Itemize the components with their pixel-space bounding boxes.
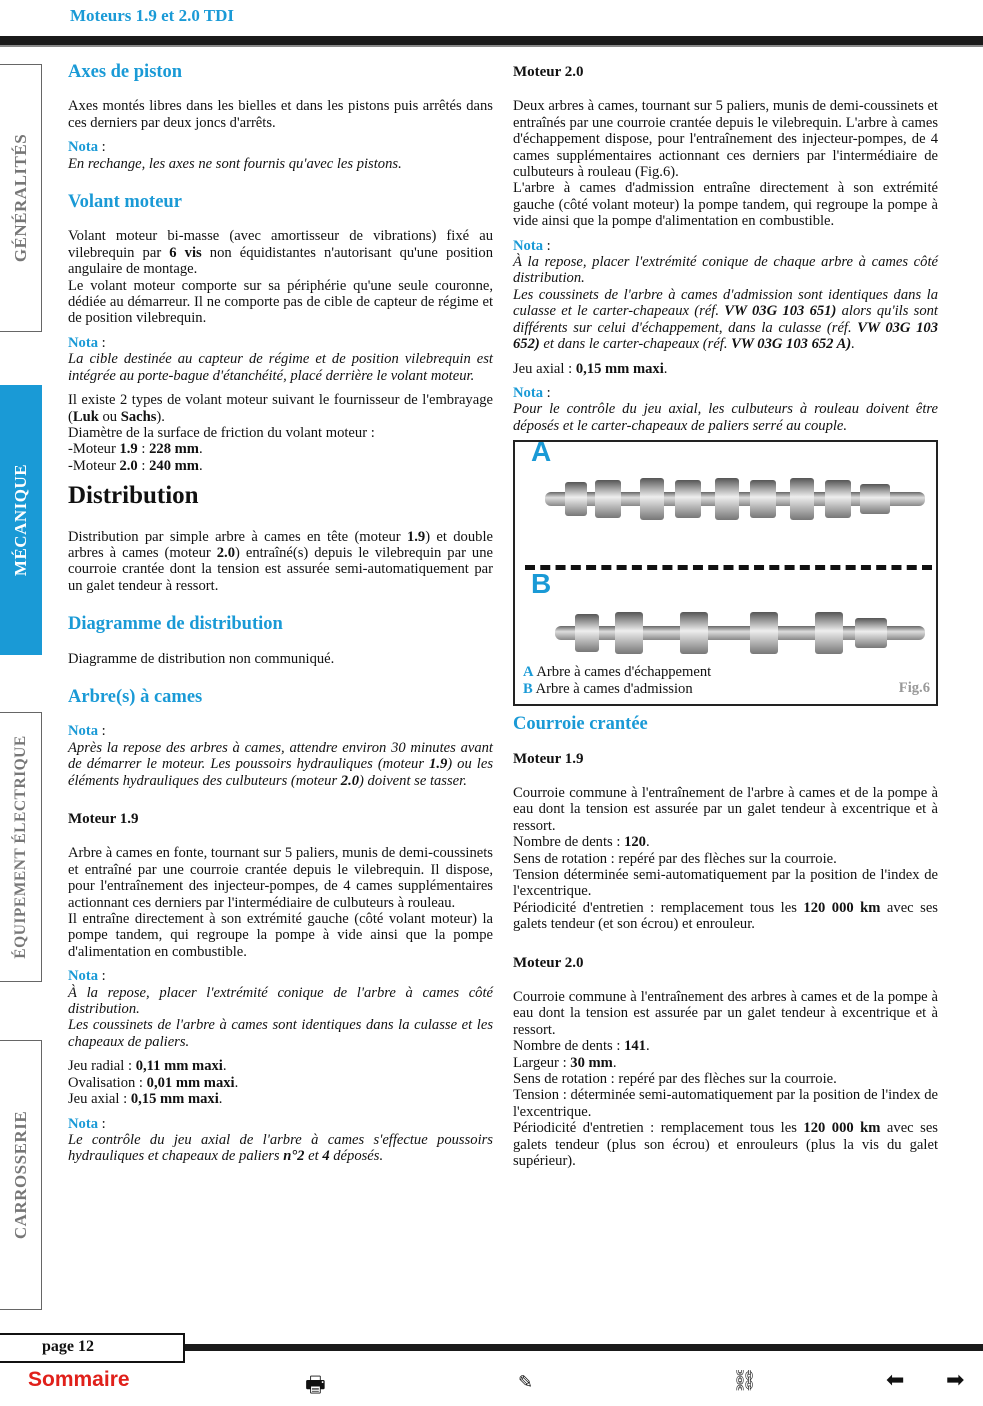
paragraph: Deux arbres à cames, tournant sur 5 paliers, munis de demi-coussinets et entraînés par une courroie crantée depuis le vilebrequin. L'arbre à cames d'échappement dispose, pour l'entraînement des injecteur-pompes, de 4 cames supplémentaires actionnant ces derniers par l'intermédiaire de culbuteurs à rouleau (Fig.6). (513, 98, 938, 181)
cam-lobe (750, 612, 778, 654)
paragraph: Courroie commune à l'entraînement de l'arbre à cames et de la pompe à eau dont la tension est assurée par un galet tendeur à excentrique et à ressort. (513, 784, 938, 834)
section-title-axes: Axes de piston (68, 62, 183, 82)
cam-lobe (855, 618, 887, 648)
cam-lobe (640, 478, 664, 520)
figure-caption-b: B Arbre à cames d'admission (523, 681, 693, 698)
cam-lobe (615, 612, 643, 654)
nota-label: Nota (513, 384, 543, 401)
cam-lobe (575, 614, 599, 652)
left-column: Axes de piston Axes montés libres dans les bielles et dans les pistons puis arrêtés dans ces derniers par deux joncs d'arrêts. Nota : En rechange, les axes ne sont fournis qu'avec les pistons. Volant moteur Volant moteur bi-masse (avec amortisseur de vibrations) fixé au vilebrequin par 6 vis non équidistantes n'autorisant qu'une position angulaire de montage. Le volant moteur comporte sur sa périphérie qu'une seule couronne, dédiée au démarreur. Il ne comporte pas de cible de capteur de régime et de position vilebrequin. Nota : La cible destinée au capteur de régime et de position vilebrequin est intégrée au porte-bague d'étanchéité, placé derrière le volant moteur. Il existe 2 types de volant moteur suivant le fournisseur de l'embrayage (Luk ou Sachs). Diamètre de la surface de friction du volant moteur : -Moteur 1.9 : 228 mm. -Moteur 2.0 : 240 mm. Distribution Distribution par simple arbre à cames en tête (moteur 1.9) et double arbres à cames (moteur 2.0) entraîné(s) depuis le vilebrequin par une courroie crantée dont la tension est assurée semi-automatiquement par un galet tendeur à ressort. Diagramme de distribution Diagramme de distribution non communiqué. Arbre(s) à cames Nota : Après la repose des arbres à cames, attendre environ 30 minutes avant de démarrer le moteur. Les poussoirs hydrauliques (moteur 1.9) ou les éléments hydrauliques des culbuteurs (moteur 2.0) doivent se tasser. Moteur 1.9 Arbre à cames en fonte, tournant sur 5 paliers, munis de demi-coussinets et entraîné par une courroie crantée depuis le vilebrequin. Il dispose, pour l'entraînement des injecteur-pompes, de 4 cames supplémentaires actionnant ces derniers par l'intermédiaire de culbuteurs à rouleau. Il entraîne directement à son extrémité gauche (côté volant moteur) la pompe tandem, qui regroupe la pompe à vide ainsi que la pompe d'alimentation en combustible. Nota : À la repose, placer l'extrémité conique de l'arbre à cames côté distribution. Les coussinets de l'arbre à cames sont identiques dans la culasse et les chapeaux de paliers. Jeu radial : 0,11 mm maxi. Ovalisation : 0,01 mm maxi. Jeu axial : 0,15 mm maxi. Nota : Le contrôle du jeu axial de l'arbre à cames s'effectue poussoirs hydrauliques et chapeaux de paliers n°2 et 4 déposés. (68, 62, 493, 1165)
nota-label: Nota (68, 968, 98, 985)
paragraph: Le volant moteur comporte sur sa périphérie qu'une seule couronne, dédiée au démarreur. Il ne comporte pas de cible de capteur de régime et de position vilebrequin. (68, 277, 493, 327)
nota-label: Nota (68, 139, 98, 156)
cam-lobe (860, 484, 890, 514)
printer-icon[interactable]: 🖶 (305, 1373, 326, 1398)
nota-text: À la repose, placer l'extrémité conique de l'arbre à cames côté distribution. (68, 984, 493, 1018)
cam-lobe (790, 478, 814, 520)
sommaire-link[interactable]: Sommaire (28, 1368, 130, 1391)
tab-mecanique[interactable]: MÉCANIQUE (0, 385, 42, 655)
cam-lobe (715, 478, 739, 520)
nota-label: Nota (68, 723, 98, 740)
paragraph: Diamètre de la surface de friction du volant moteur : (68, 424, 375, 441)
running-header: Moteurs 1.9 et 2.0 TDI (70, 6, 234, 25)
paragraph: L'arbre à cames d'admission entraîne directement à son extrémité gauche (côté volant moteur) la pompe tandem, qui regroupe la pompe à vide ainsi que la pompe d'alimentation en combustible. (513, 180, 938, 230)
right-column: Moteur 2.0 Deux arbres à cames, tournant sur 5 paliers, munis de demi-coussinets et entraînés par une courroie crantée depuis le vilebrequin. L'arbre à cames d'échappement dispose, pour l'entraînement des injecteur-pompes, de 4 cames supplémentaires actionnant ces derniers par l'intermédiaire de culbuteurs à rouleau (Fig.6). L'arbre à cames d'admission entraîne directement à son extrémité gauche (côté volant moteur) la pompe tandem, qui regroupe la pompe à vide ainsi que la pompe d'alimentation en combustible. Nota : À la repose, placer l'extrémité conique de chaque arbre à cames côté distribution. Les coussinets de l'arbre à cames d'admission sont identiques dans la culasse et le carter-chapeaux (réf. VW 03G 103 651) alors qu'ils sont différents sur celui d'échappement, dans la culasse (réf. VW 03G 103 652) et dans le carter-chapeaux (réf. VW 03G 103 652 A). Jeu axial : 0,15 mm maxi. Nota : Pour le contrôle du jeu axial, les culbuteurs à rouleau doivent être déposés et le carter-chapeaux de paliers serré au couple. A B A Arbre à cames d'échappement B Arbre à cames d'admission Fig.6 Courroie crantée Moteur 1.9 Courroie commune à l'entraînement de l'arbre à cames et de la pompe à eau dont la tension est assurée par un galet tendeur à excentrique et à ressort. Nombre de dents : 120. Sens de rotation : repéré par des flèches sur la courroie. Tension déterminée semi-automatiquement par la position de l'index de l'excentrique. Périodicité d'entretien : remplacement tous les 120 000 km avec ses galets tendeur (et son écrou) et enrouleur. Moteur 2.0 Courroie commune à l'entraînement des arbres à cames et de la pompe à eau dont la tension est assurée par un galet tendeur à excentrique et à ressort. Nombre de dents : 141. Largeur : 30 mm. Sens de rotation : repéré par des flèches sur la courroie. Tension : déterminée semi-automatiquement par la position de l'index de l'excentrique. Périodicité d'entretien : remplacement tous les 120 000 km avec ses galets tendeur (plus son écrou) et enrouleurs (plus la vis du galet supérieur). (513, 64, 938, 1170)
figure-caption-a: A Arbre à cames d'échappement (523, 664, 712, 681)
cam-lobe (750, 480, 776, 518)
nota-text: En rechange, les axes ne sont fournis qu'avec les pistons. (68, 155, 402, 172)
subsection-title-courroie-19: Moteur 1.9 (513, 750, 584, 767)
tab-equipement-electrique[interactable]: ÉQUIPEMENT ÉLECTRIQUE (0, 712, 42, 982)
paragraph: Tension déterminée semi-automatiquement par la position de l'index de l'excentrique. (513, 866, 938, 900)
nota-label: Nota (68, 1115, 98, 1132)
spec-line: Ovalisation : 0,01 mm maxi. (68, 1074, 239, 1091)
nota-label: Nota (513, 237, 543, 254)
section-title-diagramme: Diagramme de distribution (68, 614, 283, 635)
edit-icon[interactable]: ✎ (518, 1372, 534, 1393)
spec-line: Nombre de dents : 120. (513, 834, 650, 851)
chapter-title-distribution: Distribution (68, 482, 199, 510)
page-number-box (0, 1333, 185, 1363)
section-title-courroie: Courroie crantée (513, 714, 648, 735)
nota-text: À la repose, placer l'extrémité conique de chaque arbre à cames côté distribution. (513, 254, 938, 287)
subsection-title-moteur-19: Moteur 1.9 (68, 811, 139, 827)
spec-line: Jeu axial : 0,15 mm maxi. (68, 1091, 223, 1108)
paragraph: Courroie commune à l'entraînement des arbres à cames et de la pompe à eau dont la tension est assurée par un galet tendeur à excentrique et à ressort. (513, 989, 938, 1038)
spec-line: Jeu radial : 0,11 mm maxi. (68, 1058, 227, 1075)
nota-text: Après la repose des arbres à cames, attendre environ 30 minutes avant de démarrer le moteur. Les poussoirs hydrauliques (moteur 1.9) ou les éléments hydrauliques des culbuteurs (moteur 2.0) doivent se tasser. (68, 739, 493, 789)
figure-letter-a: A (531, 436, 552, 468)
nota-text: Les coussinets de l'arbre à cames d'admission sont identiques dans la culasse et le carter-chapeaux (réf. VW 03G 103 651) alors qu'ils sont différents sur celui d'échappement, dans la culasse (réf. VW 03G 103 652) et dans le carter-chapeaux (réf. VW 03G 103 652 A). (513, 286, 938, 353)
nota-label: Nota (68, 334, 98, 351)
spec-line: -Moteur 1.9 : 228 mm. (68, 441, 203, 458)
paragraph: Volant moteur bi-masse (avec amortisseur de vibrations) fixé au vilebrequin par 6 vis non équidistantes n'autorisant qu'une position angulaire de montage. (68, 228, 493, 278)
nota-text: Pour le contrôle du jeu axial, les culbuteurs à rouleau doivent être déposés et le carter-chapeaux de paliers serré au couple. (513, 401, 938, 434)
page-number: page 12 (42, 1338, 94, 1355)
nota-text: Le contrôle du jeu axial de l'arbre à cames s'effectue poussoirs hydrauliques et chapeaux de paliers n°2 et 4 déposés. (68, 1131, 493, 1165)
section-title-volant: Volant moteur (68, 192, 182, 213)
spec-line: -Moteur 2.0 : 240 mm. (68, 457, 203, 474)
paragraph: Il entraîne directement à son extrémité gauche (côté volant moteur) la pompe tandem, qui regroupe la pompe à vide ainsi que la pompe d'alimentation en combustible. (68, 911, 493, 960)
nota-text: La cible destinée au capteur de régime et de position vilebrequin est intégrée au porte-bague d'étanchéité, placé derrière le volant moteur. (68, 351, 493, 384)
paragraph: Sens de rotation : repéré par des flèches sur la courroie. (513, 1071, 837, 1088)
paragraph: Périodicité d'entretien : remplacement tous les 120 000 km avec ses galets tendeur (plus son écrou) et enrouleurs (plus la vis du galet supérieur). (513, 1120, 938, 1170)
nota-text: Les coussinets de l'arbre à cames sont identiques dans la culasse et les chapeaux de paliers. (68, 1017, 493, 1050)
figure-separator (525, 565, 932, 570)
cam-lobe (595, 480, 621, 518)
paragraph: Périodicité d'entretien : remplacement tous les 120 000 km avec ses galets tendeur (et son écrou) et enrouleur. (513, 899, 938, 933)
binoculars-icon[interactable]: ⛓ (732, 1368, 758, 1392)
arrow-right-icon[interactable]: ➡ (946, 1368, 965, 1393)
paragraph: Il existe 2 types de volant moteur suivant le fournisseur de l'embrayage (Luk ou Sachs). (68, 392, 493, 425)
cam-lobe (675, 480, 701, 518)
section-title-arbres: Arbre(s) à cames (68, 686, 203, 707)
spec-line: Largeur : 30 mm. (513, 1054, 617, 1071)
tab-carrosserie[interactable]: CARROSSERIE (0, 1040, 42, 1310)
cam-lobe (825, 480, 851, 518)
cam-lobe (680, 612, 708, 654)
top-rule-thin (0, 45, 983, 47)
cam-lobe (565, 482, 587, 516)
top-rule (0, 36, 983, 45)
paragraph: Arbre à cames en fonte, tournant sur 5 paliers, munis de demi-coussinets et entraîné par une courroie crantée depuis le vilebrequin. Il dispose, pour l'entraînement des injecteur-pompes, de 4 cames supplémentaires actionnant ces derniers par l'intermédiaire de culbuteurs à rouleau. (68, 845, 493, 911)
subsection-title-courroie-20: Moteur 2.0 (513, 954, 584, 971)
paragraph: Distribution par simple arbre à cames en tête (moteur 1.9) et double arbres à cames (moteur 2.0) entraîné(s) depuis le vilebrequin par une courroie crantée dont la tension est assurée semi-automatiquement par un galet tendeur à ressort. (68, 528, 493, 594)
spec-line: Nombre de dents : 141. (513, 1038, 650, 1055)
subsection-title-moteur-20: Moteur 2.0 (513, 64, 584, 80)
cam-lobe (815, 612, 843, 654)
paragraph: Axes montés libres dans les bielles et dans les pistons puis arrêtés dans ces derniers par deux joncs d'arrêts. (68, 98, 493, 131)
paragraph: Diagramme de distribution non communiqué. (68, 650, 335, 667)
figure-number: Fig.6 (898, 679, 930, 696)
spec-line: Jeu axial : 0,15 mm maxi. (513, 360, 668, 377)
arrow-left-icon[interactable]: ⬅ (886, 1368, 905, 1393)
paragraph: Sens de rotation : repéré par des flèches sur la courroie. (513, 850, 837, 867)
tab-generalites[interactable]: GÉNÉRALITÉS (0, 64, 42, 332)
figure-letter-b: B (531, 568, 552, 600)
figure-camshafts (513, 436, 938, 706)
paragraph: Tension : déterminée semi-automatiquement par la position de l'index de l'excentrique. (513, 1087, 938, 1120)
